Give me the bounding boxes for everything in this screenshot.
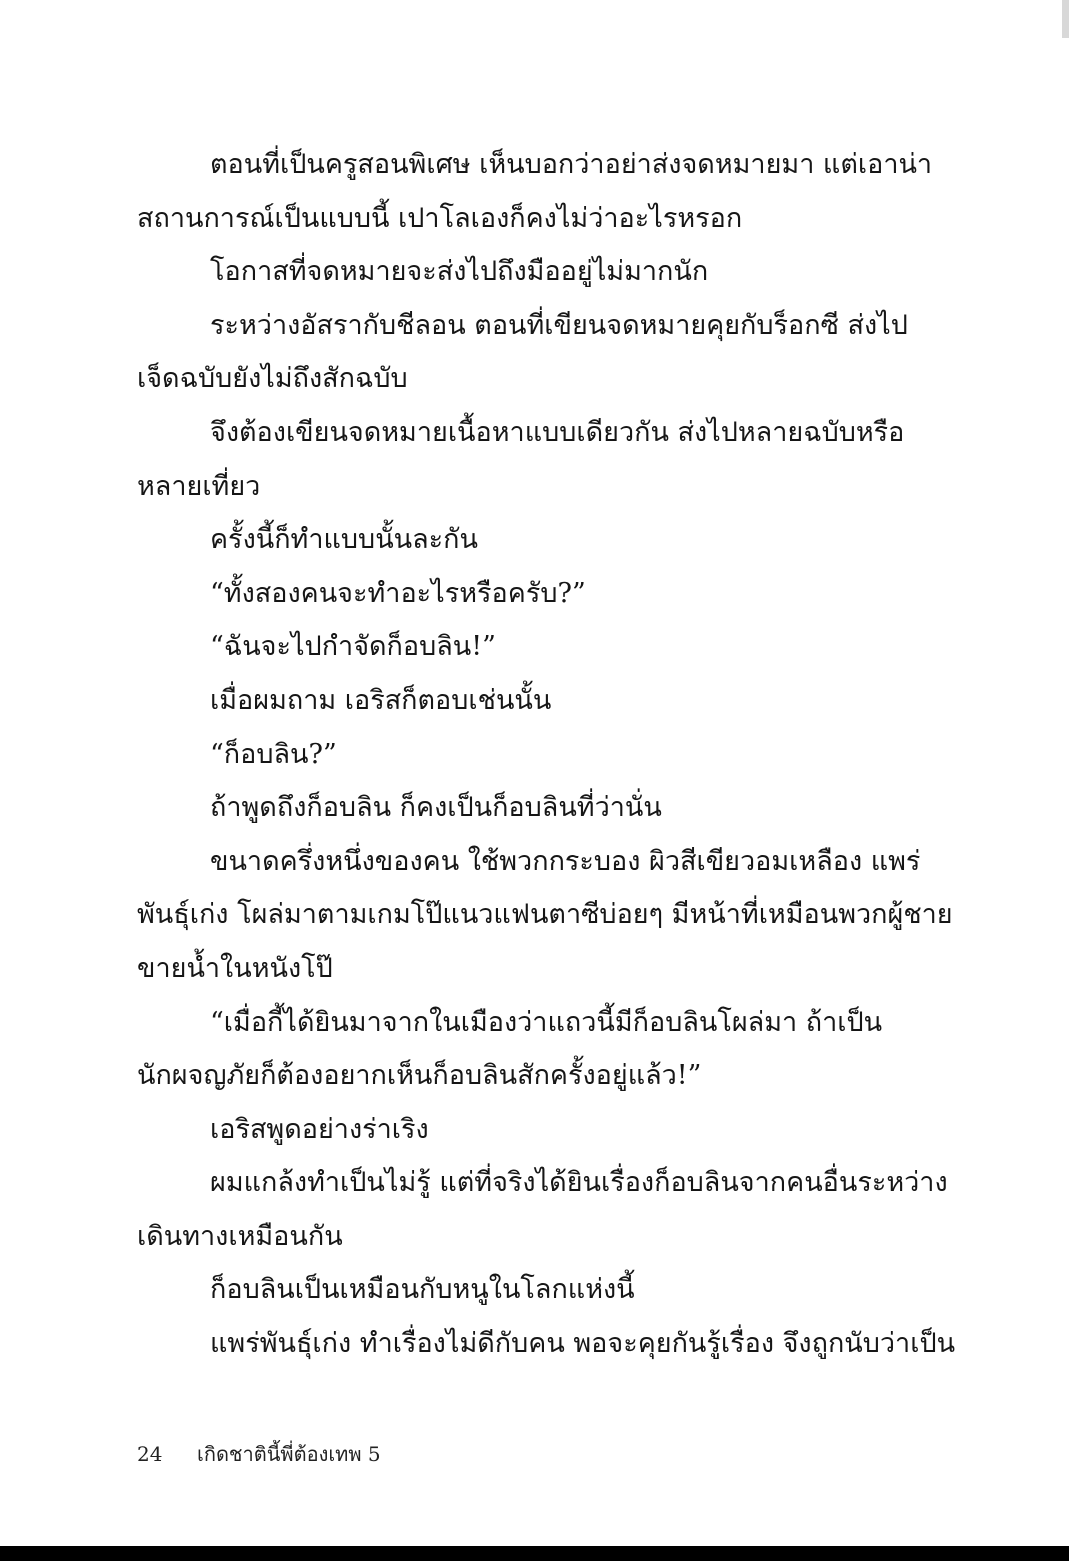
text-line: “ทั้งสองคนจะทำอะไรหรือครับ?” <box>210 577 586 609</box>
text-line: ครั้งนี้ก็ทำแบบนั้นละกัน <box>210 524 478 556</box>
text-line: จึงต้องเขียนจดหมายเนื้อหาแบบเดียวกัน ส่งไปหลายฉบับหรือ <box>210 416 905 448</box>
text-line: แพร่พันธุ์เก่ง ทำเรื่องไม่ดีกับคน พอจะคุยกันรู้เรื่อง จึงถูกนับว่าเป็น <box>210 1328 956 1360</box>
page-footer <box>137 1438 381 1470</box>
text-line: หลายเที่ยว <box>137 470 261 502</box>
text-line: เจ็ดฉบับยังไม่ถึงสักฉบับ <box>137 363 408 395</box>
text-line: ขายน้ำในหนังโป๊ <box>137 952 333 984</box>
text-line: พันธุ์เก่ง โผล่มาตามเกมโป๊แนวแฟนตาซีบ่อยๆ มีหน้าที่เหมือนพวกผู้ชาย <box>137 899 953 931</box>
text-line: “ฉันจะไปกำจัดก็อบลิน!” <box>210 631 496 663</box>
text-line: ขนาดครึ่งหนึ่งของคน ใช้พวกกระบอง ผิวสีเขียวอมเหลือง แพร่ <box>210 845 921 877</box>
text-line: ตอนที่เป็นครูสอนพิเศษ เห็นบอกว่าอย่าส่งจดหมายมา แต่เอาน่า <box>210 149 933 180</box>
page-edge-mark <box>1062 0 1069 38</box>
text-line: นักผจญภัยก็ต้องอยากเห็นก็อบลินสักครั้งอยู่แล้ว!” <box>137 1060 702 1092</box>
book-title: เกิดชาตินี้พี่ต้องเทพ 5 <box>197 1442 381 1466</box>
text-line: “เมื่อกี้ได้ยินมาจากในเมืองว่าแถวนี้มีก็อบลินโผล่มา ถ้าเป็น <box>210 1006 883 1038</box>
page-number: 24 <box>137 1442 163 1466</box>
text-line: ผมแกล้งทำเป็นไม่รู้ แต่ที่จริงได้ยินเรื่องก็อบลินจากคนอื่นระหว่าง <box>210 1167 948 1199</box>
text-line: เดินทางเหมือนกัน <box>137 1220 343 1252</box>
text-line: เมื่อผมถาม เอริสก็ตอบเช่นนั้น <box>210 684 552 716</box>
text-line: ถ้าพูดถึงก็อบลิน ก็คงเป็นก็อบลินที่ว่านั่น <box>210 792 662 824</box>
scan-bottom-border <box>0 1546 1069 1561</box>
text-line: ระหว่างอัสรากับชีลอน ตอนที่เขียนจดหมายคุยกับร็อกซี ส่งไป <box>210 309 908 341</box>
body-text <box>137 138 956 1371</box>
text-line: สถานการณ์เป็นแบบนี้ เปาโลเองก็คงไม่ว่าอะไรหรอก <box>137 202 743 234</box>
text-line: เอริสพูดอย่างร่าเริง <box>210 1113 429 1145</box>
text-line: “ก็อบลิน?” <box>210 738 337 770</box>
text-line: ก็อบลินเป็นเหมือนกับหนูในโลกแห่งนี้ <box>210 1274 635 1306</box>
text-line: โอกาสที่จดหมายจะส่งไปถึงมืออยู่ไม่มากนัก <box>210 256 709 288</box>
